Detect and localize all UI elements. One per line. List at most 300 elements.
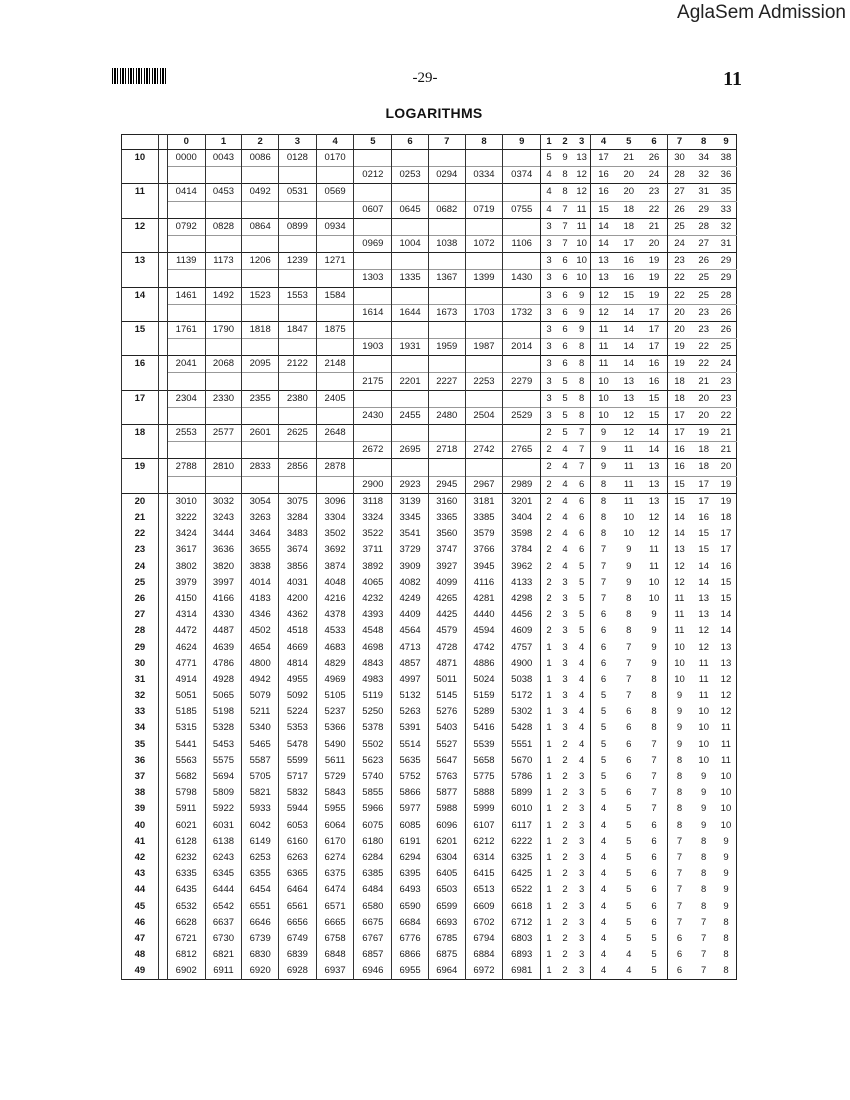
- log-value: 5172: [503, 688, 541, 704]
- mean-difference: 7: [626, 690, 632, 702]
- log-value: 4786: [205, 656, 242, 672]
- log-value: 5145: [428, 688, 465, 704]
- empty-cell: [167, 201, 205, 218]
- mean-difference: 13: [698, 609, 709, 621]
- log-value: 1106: [503, 235, 541, 252]
- log-value: 2718: [428, 442, 465, 459]
- row-spacer: [158, 672, 167, 688]
- log-value: 6794: [465, 931, 503, 947]
- mean-difference: 8: [573, 407, 590, 424]
- log-value: 4997: [392, 672, 429, 688]
- empty-cell: [428, 425, 465, 442]
- empty-cell: [316, 235, 354, 252]
- empty-cell: [354, 321, 392, 338]
- row-number: 27: [122, 607, 159, 623]
- mean-difference: 11: [616, 476, 641, 493]
- mean-difference: 9: [626, 560, 632, 572]
- mean-difference: 7: [651, 738, 657, 750]
- mean-difference: 2: [562, 835, 568, 847]
- mean-difference: 1: [541, 769, 557, 785]
- empty-cell: [316, 407, 354, 424]
- mean-difference: 12: [648, 512, 660, 524]
- mean-difference: 13: [616, 373, 641, 390]
- empty-cell: [465, 356, 503, 373]
- log-value: 6395: [392, 866, 429, 882]
- log-value: 6503: [428, 882, 465, 898]
- mean-difference: 2: [541, 575, 557, 591]
- log-value: 4928: [205, 672, 242, 688]
- mean-difference: 17: [720, 528, 732, 540]
- mean-difference: 17: [642, 304, 667, 321]
- header-diff-7: 7: [667, 135, 691, 150]
- mean-difference: 5: [626, 916, 632, 928]
- mean-difference: 13: [591, 253, 616, 270]
- mean-difference: 8: [723, 949, 729, 961]
- log-value: 4232: [354, 591, 392, 607]
- table-row: [122, 304, 737, 321]
- log-value: 3856: [279, 559, 317, 575]
- table-row: [122, 270, 737, 287]
- log-value: 6513: [465, 882, 503, 898]
- mean-difference: 7: [667, 850, 691, 866]
- mean-difference: 13: [591, 270, 616, 287]
- empty-cell: [392, 356, 429, 373]
- mean-difference: 12: [616, 425, 641, 442]
- mean-difference: 4: [578, 673, 585, 685]
- log-value: 1847: [279, 321, 317, 338]
- mean-difference: 8: [723, 965, 729, 977]
- log-value: 2788: [167, 459, 205, 476]
- mean-difference: 4: [562, 512, 568, 524]
- table-row: [122, 390, 737, 407]
- mean-difference: 31: [716, 235, 737, 252]
- empty-cell: [392, 459, 429, 476]
- mean-difference: 11: [616, 459, 641, 476]
- empty-cell: [428, 356, 465, 373]
- empty-cell: [503, 321, 541, 338]
- mean-difference: 17: [642, 339, 667, 356]
- log-value: 6284: [354, 850, 392, 866]
- empty-cell: [205, 304, 242, 321]
- row-number: 47: [122, 931, 159, 947]
- log-value: 4330: [205, 607, 242, 623]
- log-value: 3598: [503, 526, 541, 542]
- mean-difference: 20: [691, 390, 715, 407]
- empty-cell: [503, 184, 541, 201]
- row-spacer: [158, 801, 167, 817]
- log-value: 1303: [354, 270, 392, 287]
- table-row: [122, 623, 737, 639]
- log-value: 5024: [465, 672, 503, 688]
- log-value: 2833: [242, 459, 279, 476]
- empty-cell: [503, 356, 541, 373]
- mean-difference: 7: [626, 657, 632, 669]
- log-value: 6335: [167, 866, 205, 882]
- mean-difference: 5: [651, 949, 657, 961]
- empty-cell: [242, 167, 279, 184]
- log-value: 2304: [167, 390, 205, 407]
- mean-difference: 3: [578, 835, 585, 847]
- log-value: 6902: [167, 963, 205, 980]
- mean-difference: 3: [562, 576, 568, 588]
- empty-cell: [205, 201, 242, 218]
- row-number: 25: [122, 575, 159, 591]
- log-value: 5922: [205, 801, 242, 817]
- row-spacer: [158, 963, 167, 980]
- mean-difference: 17: [691, 493, 715, 510]
- mean-difference: 6: [626, 722, 632, 734]
- empty-cell: [392, 184, 429, 201]
- log-value: 5575: [205, 753, 242, 769]
- mean-difference: 7: [701, 932, 707, 944]
- mean-difference: 8: [667, 769, 691, 785]
- mean-difference: 16: [720, 560, 732, 572]
- log-value: 0864: [242, 218, 279, 235]
- log-value: 3979: [167, 575, 205, 591]
- log-value: 5977: [392, 801, 429, 817]
- log-value: 5038: [503, 672, 541, 688]
- mean-difference: 1: [541, 737, 557, 753]
- empty-cell: [354, 425, 392, 442]
- mean-difference: 2: [562, 819, 568, 831]
- mean-difference: 26: [691, 253, 715, 270]
- table-row: [122, 898, 737, 914]
- mean-difference: 1: [541, 915, 557, 931]
- mean-difference: 8: [667, 801, 691, 817]
- log-value: 5315: [167, 720, 205, 736]
- header-col-9: 9: [503, 135, 541, 150]
- mean-difference: 2: [541, 623, 557, 639]
- row-number: 20: [122, 493, 159, 510]
- log-value: 4969: [316, 672, 354, 688]
- table-row: [122, 850, 737, 866]
- mean-difference: 3: [578, 965, 585, 977]
- mean-difference: 1: [541, 882, 557, 898]
- mean-difference: 7: [667, 915, 691, 931]
- log-value: 4843: [354, 656, 392, 672]
- log-value: 5933: [242, 801, 279, 817]
- log-value: 3729: [392, 542, 429, 558]
- mean-difference: 10: [667, 639, 691, 655]
- log-value: 2765: [503, 442, 541, 459]
- mean-difference: 13: [667, 542, 691, 558]
- log-value: 2553: [167, 425, 205, 442]
- mean-difference: 6: [557, 339, 573, 356]
- mean-difference: 1: [541, 639, 557, 655]
- mean-difference: 5: [626, 868, 632, 880]
- mean-difference: 3: [578, 851, 585, 863]
- mean-difference: 18: [616, 218, 641, 235]
- log-value: 5599: [279, 753, 317, 769]
- mean-difference: 4: [591, 915, 616, 931]
- empty-cell: [316, 167, 354, 184]
- table-row: [122, 493, 737, 510]
- empty-cell: [279, 235, 317, 252]
- log-value: 6981: [503, 963, 541, 980]
- mean-difference: 19: [667, 339, 691, 356]
- mean-difference: 7: [573, 459, 590, 476]
- mean-difference: 3: [541, 218, 557, 235]
- empty-cell: [279, 407, 317, 424]
- mean-difference: 20: [642, 235, 667, 252]
- mean-difference: 4: [591, 818, 616, 834]
- mean-difference: 1: [541, 866, 557, 882]
- row-spacer: [158, 818, 167, 834]
- log-value: 6561: [279, 898, 317, 914]
- mean-difference: 4: [578, 706, 585, 718]
- mean-difference: 10: [591, 390, 616, 407]
- mean-difference: 14: [698, 560, 709, 572]
- mean-difference: 4: [626, 949, 632, 961]
- log-value: 5729: [316, 769, 354, 785]
- mean-difference: 13: [720, 641, 732, 653]
- log-value: 1206: [242, 253, 279, 270]
- log-value: 6618: [503, 898, 541, 914]
- log-value: 5623: [354, 753, 392, 769]
- log-value: 2810: [205, 459, 242, 476]
- mean-difference: 1: [541, 801, 557, 817]
- mean-difference: 11: [698, 690, 709, 702]
- mean-difference: 9: [591, 425, 616, 442]
- table-row: [122, 607, 737, 623]
- mean-difference: 10: [720, 819, 732, 831]
- log-value: 1139: [167, 253, 205, 270]
- log-value: 5647: [428, 753, 465, 769]
- row-spacer: [158, 769, 167, 785]
- log-value: 6345: [205, 866, 242, 882]
- log-value: 4548: [354, 623, 392, 639]
- mean-difference: 8: [591, 493, 616, 510]
- mean-difference: 29: [691, 201, 715, 218]
- log-value: 6444: [205, 882, 242, 898]
- log-value: 5635: [392, 753, 429, 769]
- row-number: 28: [122, 623, 159, 639]
- empty-cell: [205, 407, 242, 424]
- log-value: 2148: [316, 356, 354, 373]
- log-value: 5441: [167, 737, 205, 753]
- log-value: 1367: [428, 270, 465, 287]
- mean-difference: 6: [651, 884, 657, 896]
- log-value: 3784: [503, 542, 541, 558]
- mean-difference: 19: [642, 253, 667, 270]
- mean-difference: 8: [591, 476, 616, 493]
- empty-cell: [242, 201, 279, 218]
- mean-difference: 6: [626, 738, 632, 750]
- log-value: 3032: [205, 493, 242, 510]
- mean-difference: 2: [541, 559, 557, 575]
- log-value: 1614: [354, 304, 392, 321]
- table-row: [122, 339, 737, 356]
- empty-cell: [167, 339, 205, 356]
- row-spacer: [158, 150, 167, 184]
- mean-difference: 6: [626, 754, 632, 766]
- mean-difference: 11: [573, 201, 590, 218]
- log-value: 1271: [316, 253, 354, 270]
- mean-difference: 22: [691, 339, 715, 356]
- mean-difference: 19: [667, 356, 691, 373]
- row-spacer: [158, 866, 167, 882]
- log-value: 4298: [503, 591, 541, 607]
- mean-difference: 6: [557, 356, 573, 373]
- log-value: 4914: [167, 672, 205, 688]
- log-value: 4728: [428, 639, 465, 655]
- header-col-5: 5: [354, 135, 392, 150]
- mean-difference: 19: [642, 270, 667, 287]
- mean-difference: 2: [541, 459, 557, 476]
- row-spacer: [158, 720, 167, 736]
- mean-difference: 8: [626, 592, 632, 604]
- mean-difference: 7: [573, 442, 590, 459]
- mean-difference: 16: [667, 442, 691, 459]
- log-value: 6590: [392, 898, 429, 914]
- mean-difference: 8: [651, 690, 657, 702]
- log-value: 5328: [205, 720, 242, 736]
- mean-difference: 3: [562, 657, 568, 669]
- log-value: 5416: [465, 720, 503, 736]
- log-value: 6928: [279, 963, 317, 980]
- mean-difference: 4: [562, 528, 568, 540]
- table-row: [122, 526, 737, 542]
- mean-difference: 8: [667, 753, 691, 769]
- mean-difference: 3: [562, 673, 568, 685]
- log-value: 6085: [392, 818, 429, 834]
- mean-difference: 8: [626, 609, 632, 621]
- mean-difference: 5: [578, 625, 585, 637]
- row-spacer: [158, 287, 167, 321]
- log-value: 1673: [428, 304, 465, 321]
- mean-difference: 15: [667, 476, 691, 493]
- mean-difference: 26: [642, 150, 667, 167]
- mean-difference: 16: [591, 184, 616, 201]
- log-value: 4829: [316, 656, 354, 672]
- log-value: 1931: [392, 339, 429, 356]
- log-value: 5740: [354, 769, 392, 785]
- table-row: [122, 373, 737, 390]
- mean-difference: 11: [649, 544, 659, 556]
- page-title: LOGARITHMS: [385, 105, 483, 121]
- mean-difference: 1: [541, 753, 557, 769]
- row-number: 22: [122, 526, 159, 542]
- mean-difference: 21: [716, 442, 737, 459]
- log-value: 4200: [279, 591, 317, 607]
- empty-cell: [503, 218, 541, 235]
- mean-difference: 6: [573, 493, 590, 510]
- log-value: 5185: [167, 704, 205, 720]
- mean-difference: 7: [701, 949, 707, 961]
- empty-cell: [354, 287, 392, 304]
- table-row: [122, 425, 737, 442]
- log-value: 3892: [354, 559, 392, 575]
- log-value: 6138: [205, 834, 242, 850]
- log-value: 6304: [428, 850, 465, 866]
- log-value: 6325: [503, 850, 541, 866]
- mean-difference: 3: [541, 270, 557, 287]
- mean-difference: 7: [591, 559, 616, 575]
- logarithm-table: [121, 134, 737, 980]
- row-spacer: [158, 656, 167, 672]
- log-value: 6571: [316, 898, 354, 914]
- mean-difference: 15: [616, 287, 641, 304]
- header-col-4: 4: [316, 135, 354, 150]
- mean-difference: 11: [649, 560, 659, 572]
- mean-difference: 7: [651, 787, 657, 799]
- row-number: 13: [122, 253, 159, 287]
- log-value: 3263: [242, 510, 279, 526]
- mean-difference: 6: [626, 787, 632, 799]
- mean-difference: 5: [557, 407, 573, 424]
- log-value: 1644: [392, 304, 429, 321]
- mean-difference: 5: [626, 819, 632, 831]
- mean-difference: 5: [591, 720, 616, 736]
- mean-difference: 8: [651, 706, 657, 718]
- log-value: 2742: [465, 442, 503, 459]
- mean-difference: 3: [578, 803, 585, 815]
- row-spacer: [158, 218, 167, 252]
- mean-difference: 38: [716, 150, 737, 167]
- empty-cell: [279, 339, 317, 356]
- table-row: [122, 931, 737, 947]
- log-value: 5502: [354, 737, 392, 753]
- mean-difference: 9: [573, 321, 590, 338]
- mean-difference: 6: [557, 253, 573, 270]
- log-value: 1430: [503, 270, 541, 287]
- log-value: 4533: [316, 623, 354, 639]
- mean-difference: 3: [541, 235, 557, 252]
- log-value: 2923: [392, 476, 429, 493]
- mean-difference: 16: [616, 270, 641, 287]
- header-col-6: 6: [392, 135, 429, 150]
- log-value: 4456: [503, 607, 541, 623]
- table-row: [122, 882, 737, 898]
- log-value: 3054: [242, 493, 279, 510]
- log-value: 6128: [167, 834, 205, 850]
- mean-difference: 10: [720, 771, 732, 783]
- mean-difference: 6: [667, 931, 691, 947]
- mean-difference: 8: [557, 167, 573, 184]
- header-diff-8: 8: [691, 135, 715, 150]
- mean-difference: 5: [541, 150, 557, 167]
- header-col-7: 7: [428, 135, 465, 150]
- log-value: 5302: [503, 704, 541, 720]
- mean-difference: 34: [691, 150, 715, 167]
- mean-difference: 35: [716, 184, 737, 201]
- log-value: 2405: [316, 390, 354, 407]
- log-value: 2601: [242, 425, 279, 442]
- mean-difference: 2: [562, 738, 568, 750]
- log-value: 3820: [205, 559, 242, 575]
- log-value: 6107: [465, 818, 503, 834]
- log-value: 5092: [279, 688, 317, 704]
- log-value: 6665: [316, 915, 354, 931]
- empty-cell: [503, 253, 541, 270]
- mean-difference: 26: [716, 304, 737, 321]
- log-value: 5551: [503, 737, 541, 753]
- table-row: [122, 963, 737, 980]
- log-value: 4031: [279, 575, 317, 591]
- empty-cell: [465, 253, 503, 270]
- mean-difference: 3: [562, 722, 568, 734]
- mean-difference: 21: [642, 218, 667, 235]
- mean-difference: 1: [541, 931, 557, 947]
- log-value: 0719: [465, 201, 503, 218]
- mean-difference: 6: [667, 947, 691, 963]
- log-value: 1903: [354, 339, 392, 356]
- empty-cell: [503, 459, 541, 476]
- log-value: 3909: [392, 559, 429, 575]
- header-col-1: 1: [205, 135, 242, 150]
- table-row: [122, 720, 737, 736]
- mean-difference: 14: [642, 425, 667, 442]
